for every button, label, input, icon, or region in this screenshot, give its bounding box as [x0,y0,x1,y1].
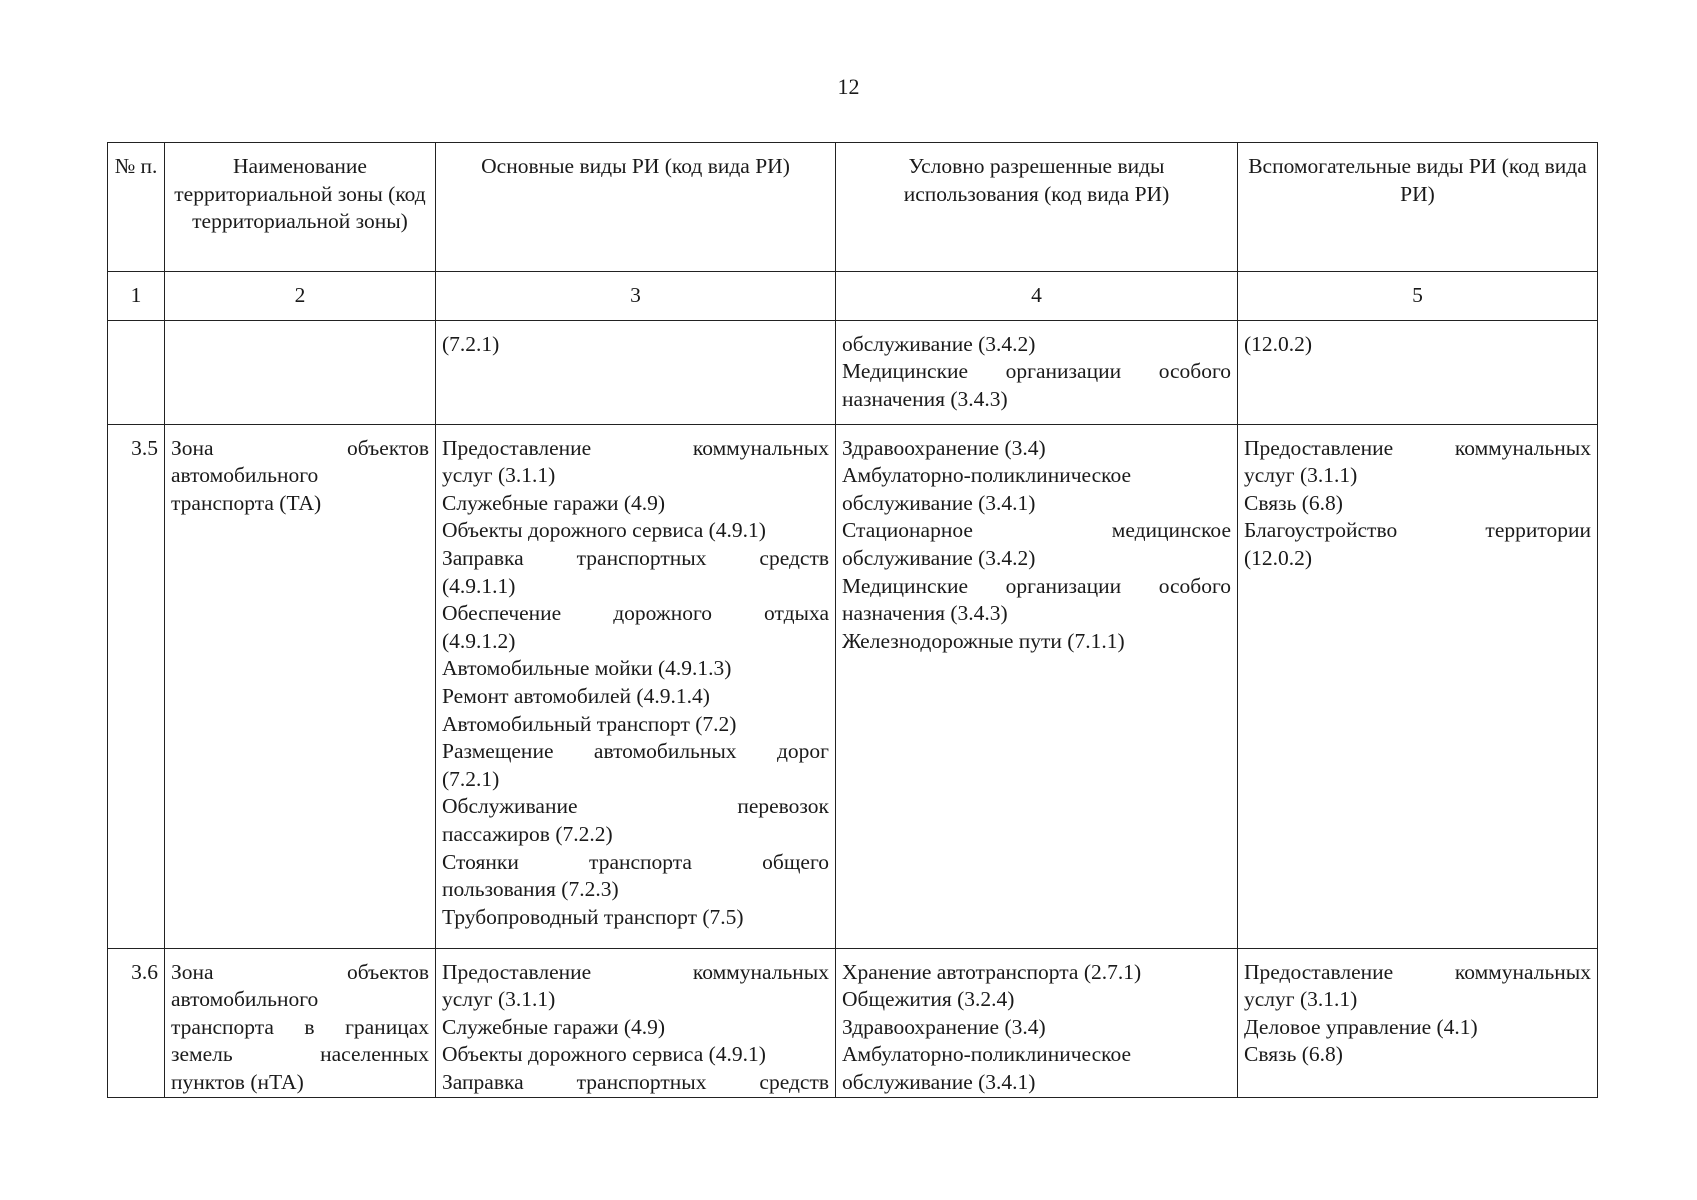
main-use-line: (7.2.1) [442,331,500,356]
conditional-use-line: Медицинские организации особого [842,359,1231,384]
zones-table [107,142,1598,1098]
main-use-line: пользования (7.2.3) [442,877,619,902]
zone-name-line: Зона объектов [171,435,429,460]
column-number: 4 [836,272,1238,321]
header-row [108,143,1598,272]
conditional-use-line: обслуживание (3.4.1) [842,490,1036,515]
auxiliary-use-line: услуг (3.1.1) [1244,987,1358,1012]
main-use-line: Стоянки транспорта общего [442,849,829,874]
page-number: 12 [837,74,860,99]
main-use-line: Объекты дорожного сервиса (4.9.1) [442,518,766,543]
main-use-line: Ремонт автомобилей (4.9.1.4) [442,683,710,708]
column-number: 2 [165,272,436,321]
row-number: 3.5 [108,424,165,948]
main-use-line: Обеспечение дорожного отдыха [442,601,829,626]
zone-name-line: автомобильного [171,463,319,488]
column-number: 5 [1238,272,1598,321]
main-use-line: услуг (3.1.1) [442,987,556,1012]
conditional-use-line: Хранение автотранспорта (2.7.1) [842,959,1142,984]
conditional-use-line: обслуживание (3.4.2) [842,331,1036,356]
main-use-line: пассажиров (7.2.2) [442,821,613,846]
zone-name-line: транспорта (ТА) [171,490,322,515]
main-use-line: Служебные гаражи (4.9) [442,1014,666,1039]
main-uses-cell [436,948,836,1097]
conditional-uses-cell [836,948,1238,1097]
main-use-line: услуг (3.1.1) [442,463,556,488]
auxiliary-use-line: Предоставление коммунальных [1244,959,1591,984]
conditional-use-line: Стационарное медицинское [842,518,1231,543]
row-number [108,320,165,424]
zone-name-line: земель населенных [171,1042,429,1067]
auxiliary-use-line: (12.0.2) [1244,545,1313,570]
conditional-use-line: Медицинские организации особого [842,573,1231,598]
auxiliary-uses-cell [1238,320,1598,424]
main-use-line: (4.9.1.1) [442,573,516,598]
zone-name-cell [165,320,436,424]
row-number: 3.6 [108,948,165,1097]
main-use-line: (7.2.1) [442,766,500,791]
auxiliary-uses-cell [1238,948,1598,1097]
zone-name-cell [165,424,436,948]
auxiliary-use-line: Связь (6.8) [1244,490,1343,515]
column-number: 1 [108,272,165,321]
auxiliary-use-line: услуг (3.1.1) [1244,463,1358,488]
table-body [108,320,1598,1097]
main-use-line: Объекты дорожного сервиса (4.9.1) [442,1042,766,1067]
main-use-line: Обслуживание перевозок [442,794,829,819]
conditional-uses-cell [836,424,1238,948]
header-main-uses: Основные виды РИ (код вида РИ) [436,143,836,272]
main-use-line: Заправка транспортных средств [442,545,829,570]
main-use-line: Автомобильные мойки (4.9.1.3) [442,656,732,681]
auxiliary-use-line: Деловое управление (4.1) [1244,1014,1478,1039]
main-use-line: Предоставление коммунальных [442,959,829,984]
main-use-line: Трубопроводный транспорт (7.5) [442,904,744,929]
conditional-use-line: обслуживание (3.4.1) [842,1069,1036,1094]
conditional-use-line: обслуживание (3.4.2) [842,545,1036,570]
zone-name-cell [165,948,436,1097]
auxiliary-use-line: Благоустройство территории [1244,518,1591,543]
main-use-line: Размещение автомобильных дорог [442,739,829,764]
main-use-line: Автомобильный транспорт (7.2) [442,711,737,736]
column-number-row [108,272,1598,321]
conditional-use-line: Амбулаторно-поликлиническое [842,1042,1132,1067]
conditional-use-line: назначения (3.4.3) [842,386,1008,411]
zone-name-line: Зона объектов [171,959,429,984]
table-row [108,948,1598,1097]
conditional-use-line: Общежития (3.2.4) [842,987,1015,1012]
conditional-use-line: назначения (3.4.3) [842,601,1008,626]
zone-name-line: пунктов (нТА) [171,1069,304,1094]
main-use-line: Предоставление коммунальных [442,435,829,460]
header-zone-name: Наименование территориальной зоны (код территориальной зоны) [165,143,436,272]
main-uses-cell [436,320,836,424]
column-number: 3 [436,272,836,321]
main-uses-cell [436,424,836,948]
header-number: № п. [108,143,165,272]
header-conditional-uses: Условно разрешенные виды использования (код вида РИ) [836,143,1238,272]
zone-name-line: автомобильного [171,987,319,1012]
main-use-line: Заправка транспортных средств [442,1069,829,1094]
auxiliary-use-line: Предоставление коммунальных [1244,435,1591,460]
table-row [108,424,1598,948]
zone-name-line: транспорта в границах [171,1014,429,1039]
auxiliary-use-line: Связь (6.8) [1244,1042,1343,1067]
auxiliary-use-line: (12.0.2) [1244,331,1313,356]
header-auxiliary-uses: Вспомогательные виды РИ (код вида РИ) [1238,143,1598,272]
conditional-use-line: Здравоохранение (3.4) [842,435,1046,460]
conditional-use-line: Здравоохранение (3.4) [842,1014,1046,1039]
main-use-line: Служебные гаражи (4.9) [442,490,666,515]
conditional-use-line: Железнодорожные пути (7.1.1) [842,628,1125,653]
conditional-use-line: Амбулаторно-поликлиническое [842,463,1132,488]
table-row [108,320,1598,424]
auxiliary-uses-cell [1238,424,1598,948]
main-use-line: (4.9.1.2) [442,628,516,653]
conditional-uses-cell [836,320,1238,424]
